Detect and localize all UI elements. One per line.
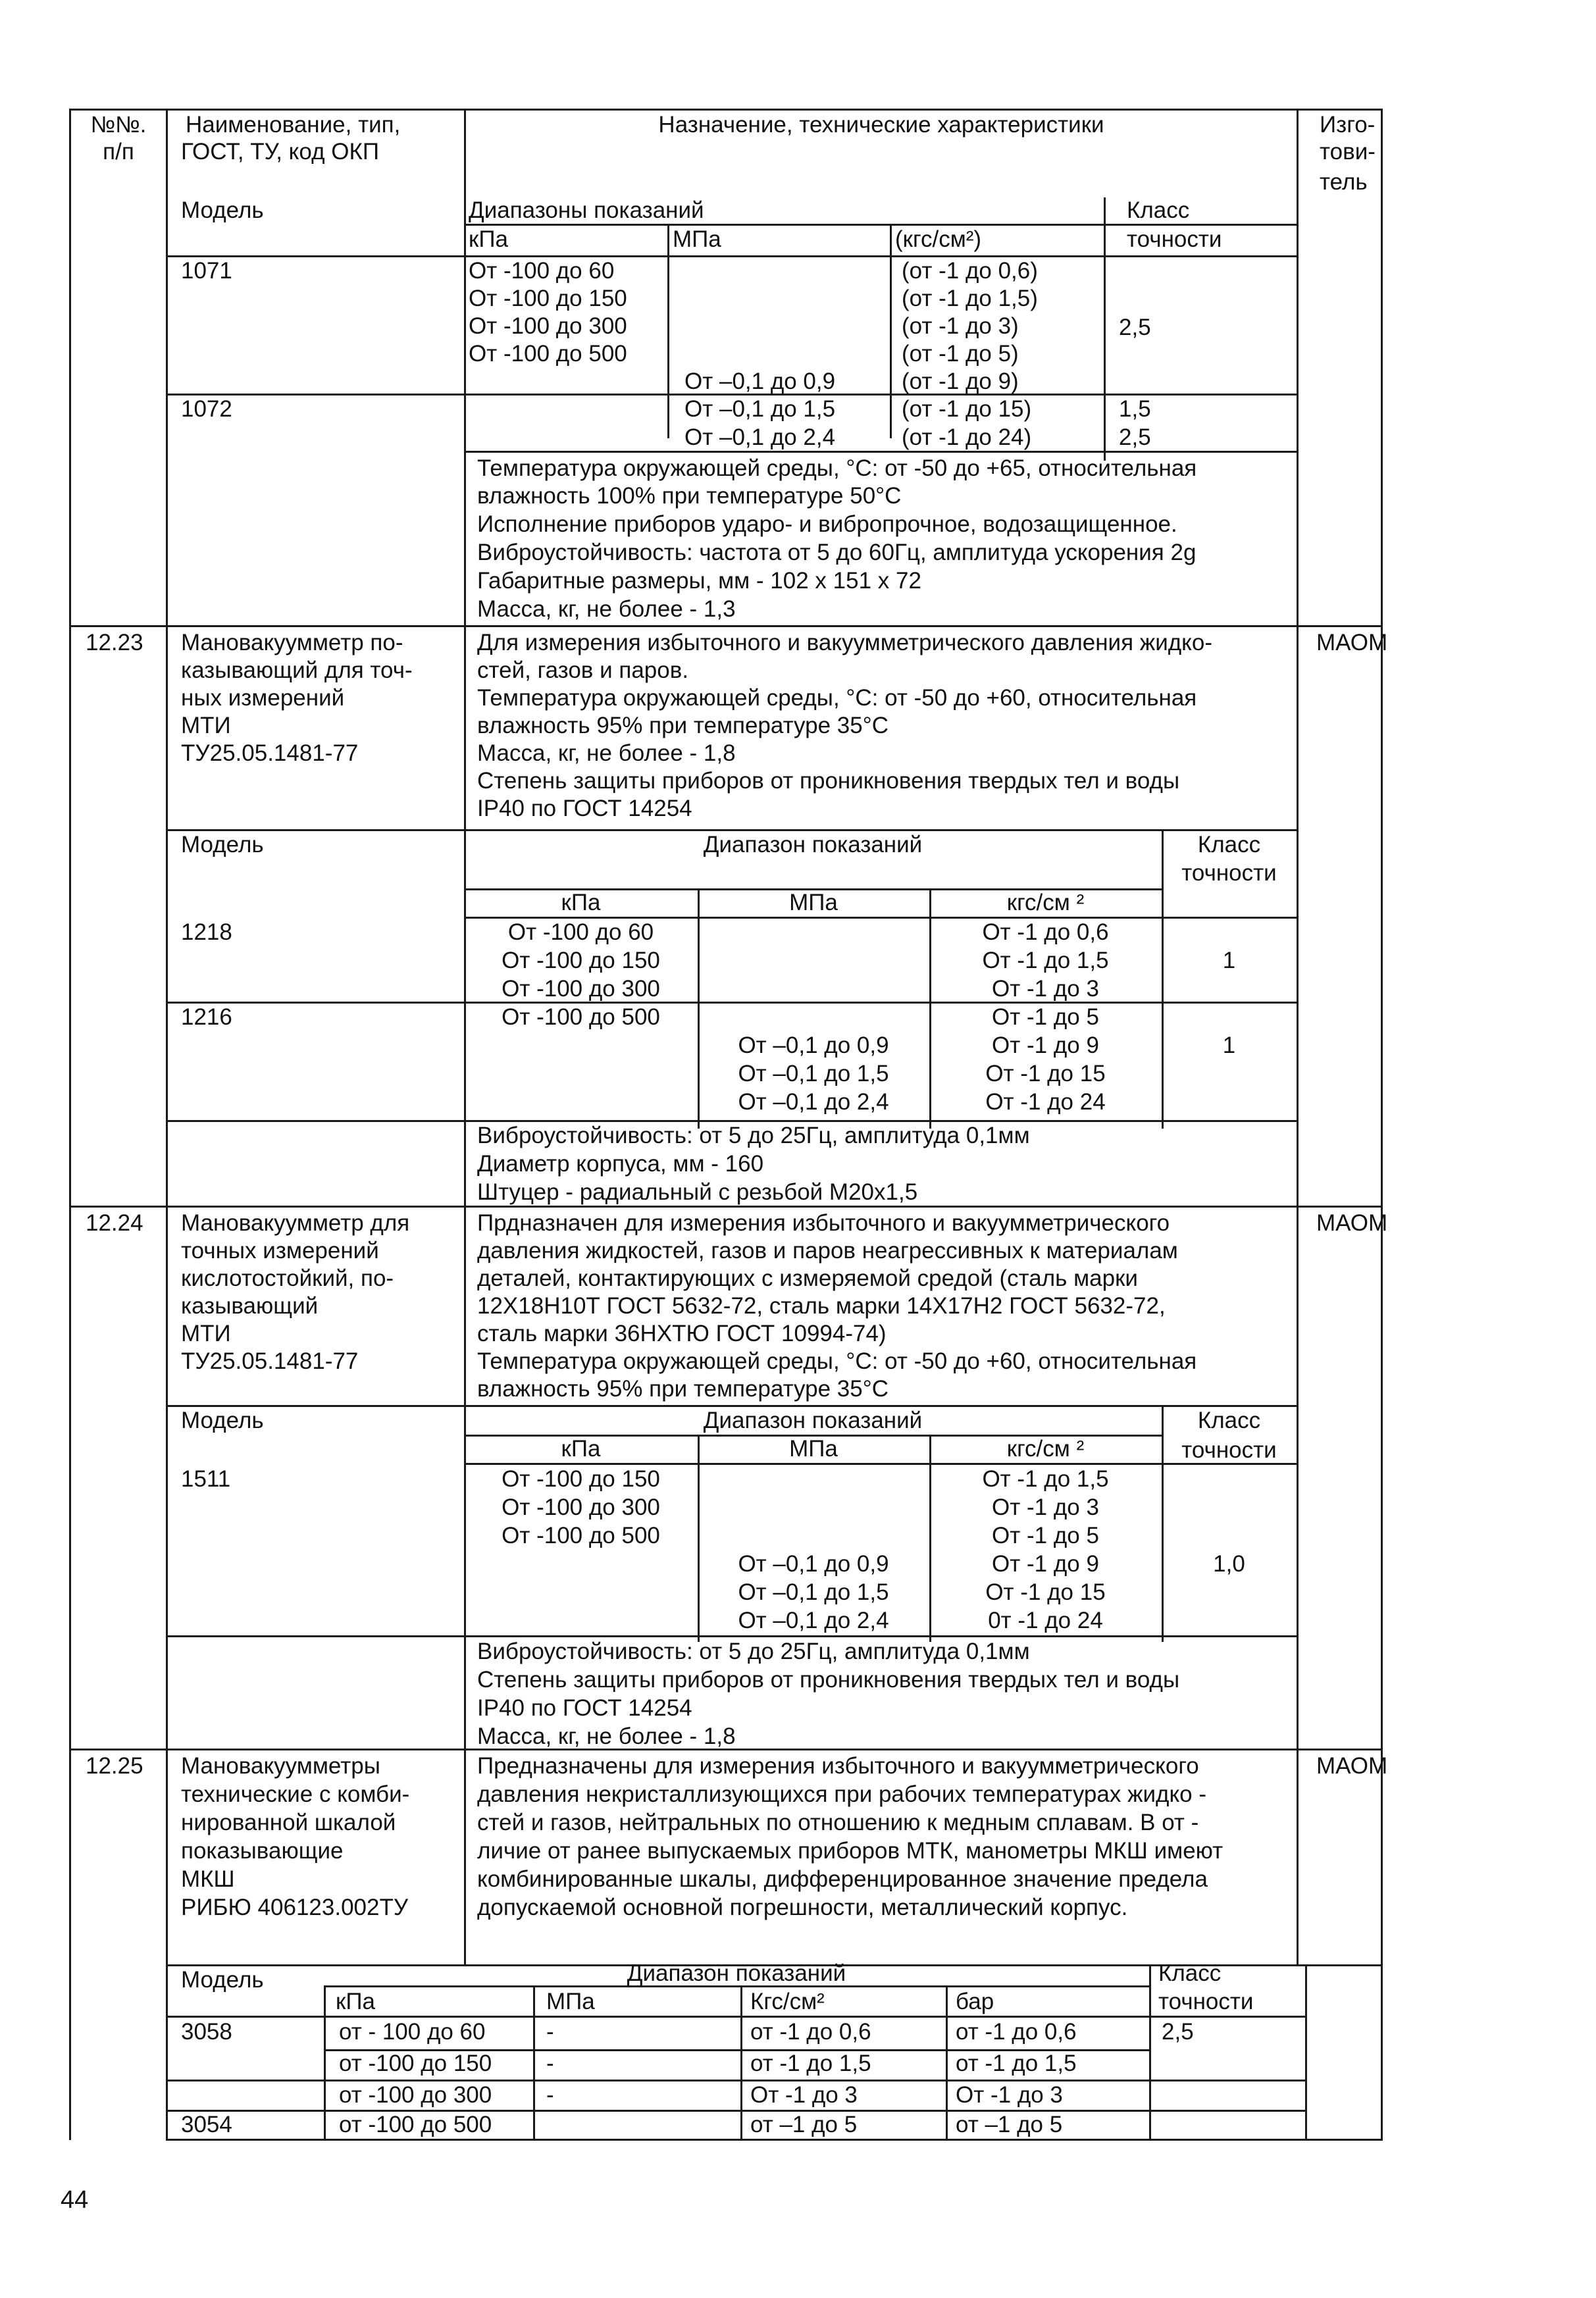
class-value: 1,5 — [1119, 396, 1151, 422]
rule — [69, 625, 1383, 627]
range-mpa: От –0,1 до 0,9 — [738, 1551, 889, 1577]
range-kgs: (от -1 до 0,6) — [902, 258, 1038, 284]
range-kpa: от -100 до 150 — [339, 2051, 492, 2076]
range-bar: от –1 до 5 — [956, 2112, 1063, 2137]
model-1071: 1071 — [181, 258, 232, 284]
rule — [69, 109, 71, 2140]
rule — [1104, 197, 1106, 461]
model-label: Модель — [181, 1967, 264, 1993]
unit-mpa: МПа — [546, 1989, 595, 2014]
item-name-line: РИБЮ 406123.002ТУ — [181, 1895, 409, 1920]
desc-line: Предназначены для измерения избыточного и вакуумметрического — [477, 1753, 1199, 1779]
range-kgs: От -1 до 3 — [750, 2082, 858, 2108]
item-name-line: Мановакуумметр для — [181, 1210, 410, 1236]
item-name-line: ТУ25.05.1481-77 — [181, 740, 359, 766]
item-name-line: казывающий для точ- — [181, 657, 413, 683]
note-line: Степень защиты приборов от проникновения твердых тел и воды — [477, 1667, 1180, 1693]
desc-line: стей и газов, нейтральных по отношению к медным сплавам. В от - — [477, 1810, 1199, 1835]
unit-mpa: МПа — [789, 1436, 838, 1462]
desc-line: влажность 95% при температуре 35°С — [477, 1376, 888, 1402]
rule — [166, 2110, 1305, 2112]
header-maker-line2: тови- — [1320, 139, 1376, 165]
rule — [464, 451, 1297, 453]
range-kgs: (от -1 до 1,5) — [902, 286, 1038, 311]
note-line: Масса, кг, не более - 1,3 — [477, 596, 736, 622]
rule — [166, 109, 168, 2140]
note-line: влажность 100% при температуре 50°С — [477, 483, 902, 509]
range-mpa: От –0,1 до 0,9 — [738, 1033, 889, 1058]
range-kgs: (от -1 до 9) — [902, 369, 1019, 394]
header-num-line2: п/п — [103, 139, 134, 165]
model-1216: 1216 — [181, 1004, 232, 1030]
desc-line: IP40 по ГОСТ 14254 — [477, 796, 692, 821]
range-kgs: От -1 до 5 — [992, 1004, 1099, 1030]
class-value: 1 — [1222, 1033, 1236, 1058]
unit-kpa: кПа — [561, 1436, 601, 1462]
desc-line: влажность 95% при температуре 35°С — [477, 713, 888, 738]
unit-kgs: кгс/см ² — [1006, 1436, 1085, 1462]
range-label: Диапазон показаний — [627, 1960, 846, 1986]
range-kgs: от -1 до 1,5 — [750, 2051, 871, 2076]
header-num-line1: №№. — [90, 112, 147, 138]
model-3058: 3058 — [181, 2019, 232, 2045]
range-mpa: От –0,1 до 1,5 — [684, 396, 836, 422]
rule — [324, 1985, 326, 2140]
desc-line: 12Х18Н10Т ГОСТ 5632-72, сталь марки 14Х17Н2 ГОСТ 5632-72, — [477, 1293, 1166, 1319]
range-kpa: От -100 до 500 — [502, 1004, 660, 1030]
class-label-line2: точности — [1127, 226, 1222, 252]
unit-bar: бар — [956, 1989, 994, 2014]
desc-line: Степень защиты приборов от проникновения твердых тел и воды — [477, 768, 1180, 794]
header-name-line2: ГОСТ, ТУ, код ОКП — [181, 139, 380, 165]
range-kpa: От -100 до 150 — [469, 286, 627, 311]
manufacturer: МАОМ — [1316, 630, 1388, 655]
range-label: Диапазон показаний — [703, 832, 923, 857]
desc-line: Для измерения избыточного и вакуумметрического давления жидко- — [477, 630, 1212, 655]
unit-kpa: кПа — [336, 1989, 375, 2014]
class-value: 1 — [1222, 948, 1236, 973]
item-number: 12.25 — [86, 1753, 143, 1779]
header-purpose: Назначение, технические характеристики — [658, 112, 1104, 138]
note-line: Виброустойчивость: от 5 до 25Гц, амплитуда 0,1мм — [477, 1639, 1030, 1664]
header-maker-line1: Изго- — [1320, 112, 1376, 138]
range-kpa: От -100 до 300 — [502, 976, 660, 1002]
desc-line: личие от ранее выпускаемых приборов МТК, манометры МКШ имеют — [477, 1838, 1223, 1864]
item-name-line: нированной шкалой — [181, 1810, 396, 1835]
unit-mpa: МПа — [673, 226, 721, 252]
range-kpa: От -100 до 300 — [469, 313, 627, 339]
desc-line: деталей, контактирующих с измеряемой средой (сталь марки — [477, 1265, 1138, 1291]
range-kgs: От -1 до 3 — [992, 1494, 1099, 1520]
range-kpa: От -100 до 60 — [469, 258, 615, 284]
item-name-line: казывающий — [181, 1293, 319, 1319]
desc-line: стей, газов и паров. — [477, 657, 689, 683]
desc-line: допускаемой основной погрешности, металлический корпус. — [477, 1895, 1128, 1920]
class-label-line1: Класс — [1158, 1960, 1222, 1986]
range-kgs: От -1 до 9 — [992, 1033, 1099, 1058]
item-name-line: Мановакуумметр по- — [181, 630, 403, 655]
range-kgs: От -1 до 24 — [985, 1089, 1106, 1115]
range-kpa: от - 100 до 60 — [339, 2019, 486, 2045]
rule — [890, 224, 892, 438]
item-number: 12.24 — [86, 1210, 143, 1236]
class-value: 1,0 — [1213, 1551, 1245, 1577]
page-number: 44 — [61, 2186, 89, 2214]
unit-kgs: (кгс/см²) — [895, 226, 982, 252]
note-line: IP40 по ГОСТ 14254 — [477, 1695, 692, 1721]
desc-line: давления некристаллизующихся при рабочих температурах жидко - — [477, 1781, 1207, 1807]
header-name-line1: Наименование, тип, — [186, 112, 401, 138]
range-bar: От -1 до 3 — [956, 2082, 1063, 2108]
unit-kpa: кПа — [469, 226, 508, 252]
item-number: 12.23 — [86, 630, 143, 655]
note-line: Габаритные размеры, мм - 102 х 151 х 72 — [477, 568, 921, 594]
range-kgs: (от -1 до 15) — [902, 396, 1032, 422]
range-kpa: от -100 до 300 — [339, 2082, 492, 2108]
note-line: Виброустойчивость: от 5 до 25Гц, амплитуда 0,1мм — [477, 1123, 1030, 1148]
range-mpa: От –0,1 до 2,4 — [738, 1608, 889, 1633]
unit-kpa: кПа — [561, 890, 601, 915]
range-mpa: От –0,1 до 1,5 — [738, 1061, 889, 1086]
range-mpa: - — [546, 2082, 554, 2108]
manufacturer: МАОМ — [1316, 1753, 1388, 1779]
range-kpa: от -100 до 500 — [339, 2112, 492, 2137]
model-1218: 1218 — [181, 919, 232, 945]
model-label: Модель — [181, 197, 264, 223]
rule — [166, 2080, 1305, 2081]
item-name-line: МТИ — [181, 713, 231, 738]
range-kgs: От -1 до 15 — [985, 1061, 1106, 1086]
rule — [946, 1985, 948, 2140]
range-kpa: От -100 до 150 — [502, 948, 660, 973]
desc-line: сталь марки 36НХТЮ ГОСТ 10994-74) — [477, 1321, 887, 1346]
rule — [166, 255, 1297, 257]
range-kgs: от –1 до 5 — [750, 2112, 858, 2137]
item-name-line: МТИ — [181, 1321, 231, 1346]
range-mpa: От –0,1 до 2,4 — [738, 1089, 889, 1115]
note-line: Масса, кг, не более - 1,8 — [477, 1724, 736, 1749]
range-bar: от -1 до 1,5 — [956, 2051, 1077, 2076]
range-label: Диапазоны показаний — [469, 197, 704, 223]
unit-kgs: кгс/см ² — [1006, 890, 1085, 915]
range-mpa: От –0,1 до 0,9 — [684, 369, 836, 394]
range-mpa: - — [546, 2051, 554, 2076]
desc-line: комбинированные шкалы, дифференцированное значение предела — [477, 1866, 1208, 1892]
rule — [667, 224, 669, 438]
model-1072: 1072 — [181, 396, 232, 422]
item-name-line: МКШ — [181, 1866, 235, 1892]
range-mpa: От –0,1 до 1,5 — [738, 1579, 889, 1605]
note-line: Диаметр корпуса, мм - 160 — [477, 1151, 764, 1177]
range-kgs: 0т -1 до 24 — [988, 1608, 1103, 1633]
unit-kgs: Кгс/см² — [750, 1989, 825, 2014]
range-kpa: От -100 до 500 — [469, 341, 627, 367]
range-kgs: От -1 до 3 — [992, 976, 1099, 1002]
range-kgs: (от -1 до 5) — [902, 341, 1019, 367]
class-label-line1: Класс — [1127, 197, 1190, 223]
range-kgs: От -1 до 9 — [992, 1551, 1099, 1577]
unit-mpa: МПа — [789, 890, 838, 915]
header-maker-line3: тель — [1320, 169, 1368, 195]
range-kpa: От -100 до 60 — [507, 919, 654, 945]
model-1511: 1511 — [181, 1466, 231, 1492]
range-kpa: От -100 до 500 — [502, 1523, 660, 1548]
item-name-line: показывающие — [181, 1838, 344, 1864]
desc-line: давления жидкостей, газов и паров неагрессивных к материалам — [477, 1238, 1178, 1264]
range-kpa: От -100 до 150 — [502, 1466, 660, 1492]
desc-line: Прдназначен для измерения избыточного и вакуумметрического — [477, 1210, 1170, 1236]
rule — [740, 1985, 742, 2140]
manufacturer: МАОМ — [1316, 1210, 1388, 1236]
rule — [1149, 1964, 1151, 2140]
item-name-line: технические с комби- — [181, 1781, 410, 1807]
rule — [1297, 109, 1299, 1964]
item-name-line: ных измерений — [181, 685, 345, 711]
range-kgs: От -1 до 1,5 — [982, 1466, 1109, 1492]
class-value: 2,5 — [1119, 315, 1151, 340]
range-bar: от -1 до 0,6 — [956, 2019, 1077, 2045]
model-label: Модель — [181, 1408, 264, 1433]
range-kpa: От -100 до 300 — [502, 1494, 660, 1520]
class-label-line2: точности — [1158, 1989, 1254, 2014]
desc-line: Масса, кг, не более - 1,8 — [477, 740, 736, 766]
class-label-line1: Класс — [1197, 1408, 1261, 1433]
range-label: Диапазон показаний — [703, 1408, 923, 1433]
class-value: 2,5 — [1162, 2019, 1194, 2045]
item-name-line: ТУ25.05.1481-77 — [181, 1348, 359, 1374]
note-line: Виброустойчивость: частота от 5 до 60Гц, амплитуда ускорения 2g — [477, 540, 1197, 565]
note-line: Исполнение приборов ударо- и вибропрочное, водозащищенное. — [477, 511, 1177, 537]
class-value: 2,5 — [1119, 424, 1151, 450]
range-kgs: От -1 до 1,5 — [982, 948, 1109, 973]
rule — [1381, 109, 1383, 2140]
class-label-line2: точности — [1181, 860, 1277, 886]
class-label-line2: точности — [1181, 1437, 1277, 1463]
range-kgs: (от -1 до 3) — [902, 313, 1019, 339]
model-label: Модель — [181, 832, 264, 857]
model-3054: 3054 — [181, 2112, 232, 2137]
class-label-line1: Класс — [1197, 832, 1261, 857]
range-kgs: (от -1 до 24) — [902, 424, 1032, 450]
item-name-line: кислотостойкий, по- — [181, 1265, 394, 1291]
desc-line: Температура окружающей среды, °С: от -50 до +60, относительная — [477, 685, 1197, 711]
range-mpa: От –0,1 до 2,4 — [684, 424, 836, 450]
range-mpa: - — [546, 2019, 554, 2045]
range-kgs: от -1 до 0,6 — [750, 2019, 871, 2045]
rule — [464, 109, 466, 1964]
rule — [533, 1985, 535, 2140]
item-name-line: точных измерений — [181, 1238, 379, 1264]
item-name-line: Мановакуумметры — [181, 1753, 380, 1779]
desc-line: Температура окружающей среды, °С: от -50 до +60, относительная — [477, 1348, 1197, 1374]
note-line: Температура окружающей среды, °С: от -50 до +65, относительная — [477, 455, 1197, 481]
note-line: Штуцер - радиальный с резьбой М20х1,5 — [477, 1179, 918, 1205]
range-kgs: От -1 до 5 — [992, 1523, 1099, 1548]
range-kgs: От -1 до 0,6 — [982, 919, 1109, 945]
range-kgs: От -1 до 15 — [985, 1579, 1106, 1605]
rule — [1305, 1964, 1307, 2140]
